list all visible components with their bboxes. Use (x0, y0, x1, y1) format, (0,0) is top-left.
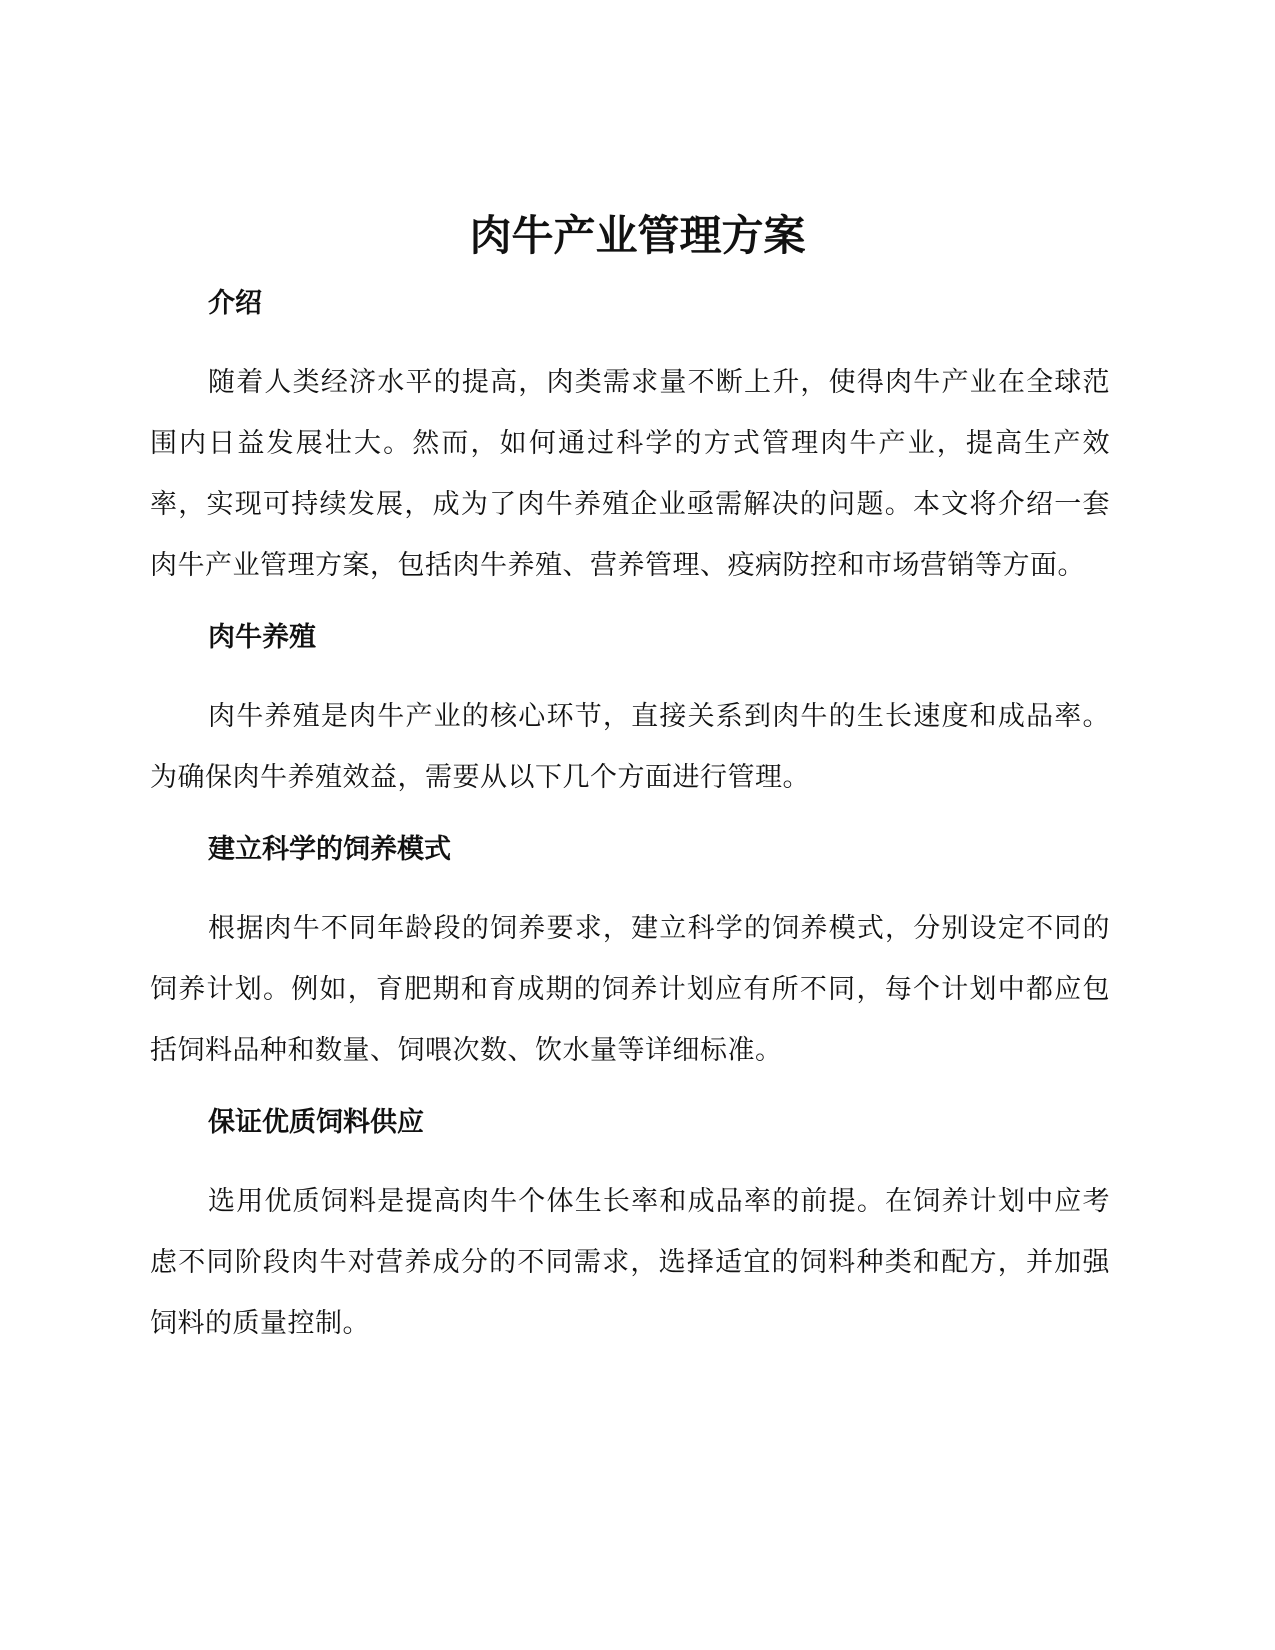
section-heading-cattle-raising: 肉牛养殖 (208, 622, 316, 653)
section-heading-feed-supply: 保证优质饲料供应 (208, 1107, 424, 1138)
section-paragraph-feed-supply: 选用优质饲料是提高肉牛个体生长率和成品率的前提。在饲养计划中应考虑不同阶段肉牛对营养成分的不同需求，选择适宜的饲料种类和配方，并加强饲料的质量控制。 (150, 1186, 1110, 1339)
document-title: 肉牛产业管理方案 (469, 211, 806, 260)
section-heading-intro: 介绍 (208, 288, 262, 319)
section-paragraph-cattle-raising: 肉牛养殖是肉牛产业的核心环节，直接关系到肉牛的生长速度和成品率。为确保肉牛养殖效益，需要从以下几个方面进行管理。 (150, 701, 1110, 793)
section-paragraph-feeding-model: 根据肉牛不同年龄段的饲养要求，建立科学的饲养模式，分别设定不同的饲养计划。例如，育肥期和育成期的饲养计划应有所不同，每个计划中都应包括饲料品种和数量、饲喂次数、饮水量等详细标准。 (150, 913, 1110, 1066)
section-heading-feeding-model: 建立科学的饲养模式 (208, 834, 451, 865)
document-body (150, 282, 1110, 1354)
section-paragraph-intro: 随着人类经济水平的提高，肉类需求量不断上升，使得肉牛产业在全球范围内日益发展壮大。然而，如何通过科学的方式管理肉牛产业，提高生产效率，实现可持续发展，成为了肉牛养殖企业亟需解决的问题。本文将介绍一套肉牛产业管理方案，包括肉牛养殖、营养管理、疫病防控和市场营销等方面。 (150, 367, 1110, 581)
